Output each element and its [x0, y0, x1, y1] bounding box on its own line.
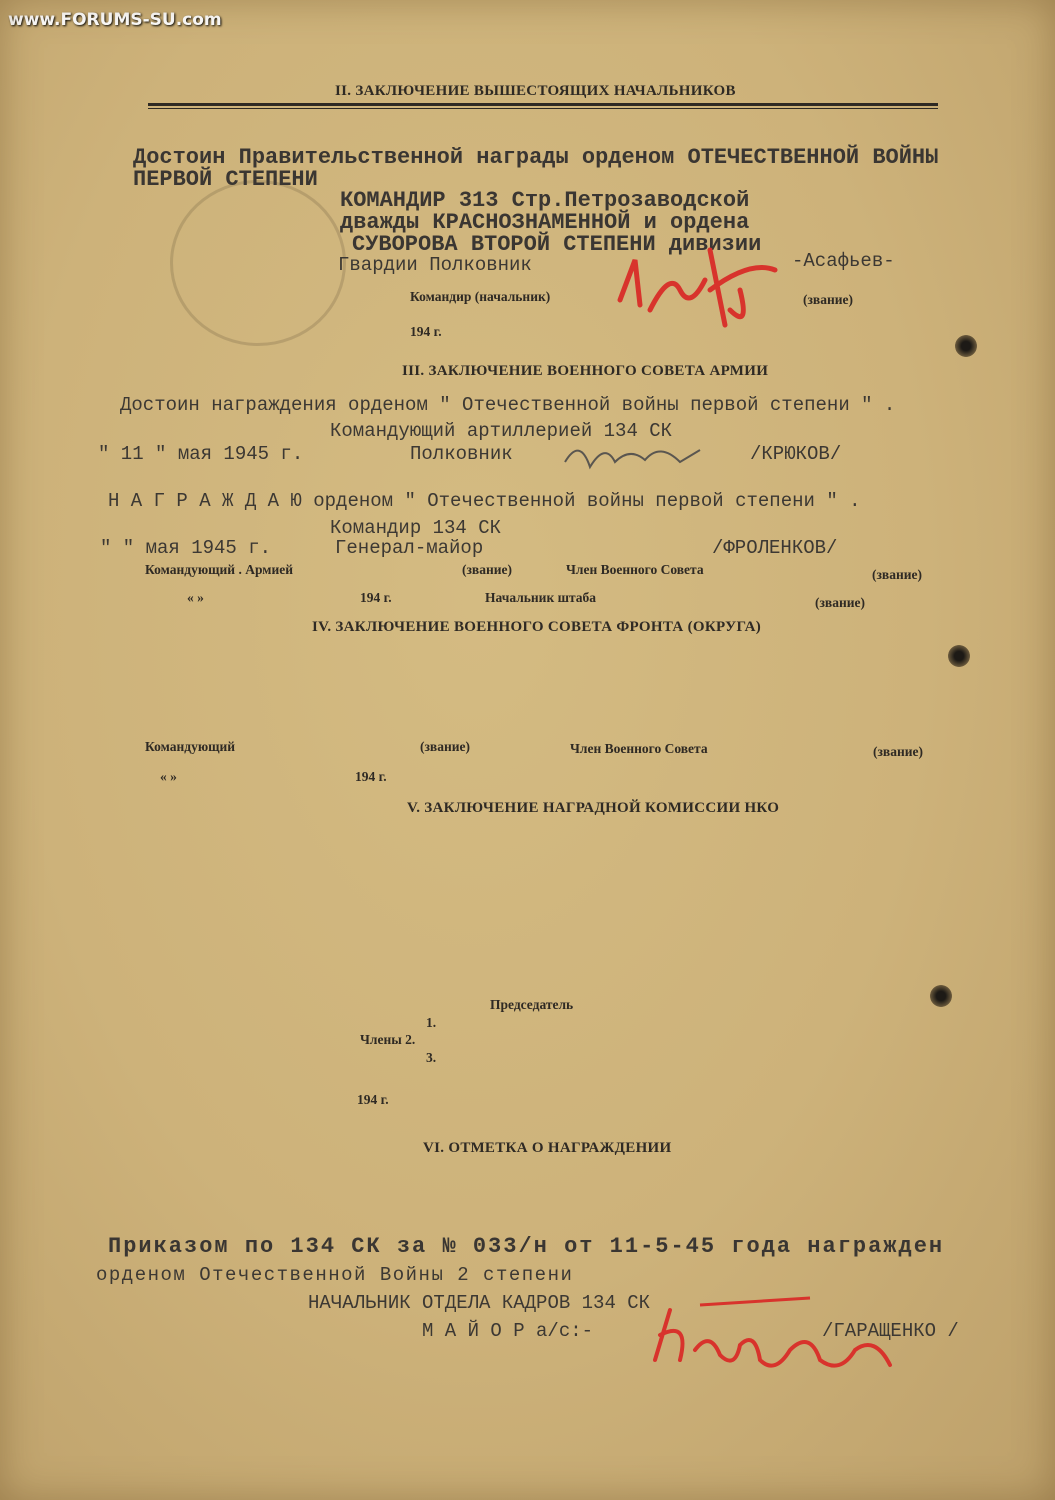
section2-year: 194 г. — [410, 324, 442, 339]
section3-label-commanding: Командующий . Армией — [145, 562, 294, 577]
faded-seal-stamp — [170, 180, 346, 346]
section3-date1: " 11 " мая 1945 г. — [98, 443, 304, 465]
section6-line1: Приказом по 134 СК за № 033/н от 11-5-45 года награжден — [108, 1234, 945, 1259]
section3-awarded: Н А Г Р А Ж Д А Ю орденом " Отечественной войны первой степени " . — [108, 490, 861, 512]
section2-commander3: СУВОРОВА ВТОРОЙ СТЕПЕНИ дивизии — [352, 232, 762, 257]
section4-heading: IV. ЗАКЛЮЧЕНИЕ ВОЕННОГО СОВЕТА ФРОНТА (ОКРУГА) — [312, 619, 762, 635]
heading-rule — [148, 103, 938, 106]
section2-label-rank: (звание) — [803, 292, 854, 307]
signature-krukov — [560, 432, 710, 482]
section4-label-commanding: Командующий — [145, 739, 236, 754]
section2-label-commander: Командир (начальник) — [410, 289, 551, 304]
section3-label-rank: (звание) — [462, 562, 513, 577]
section2-commander1: КОМАНДИР 313 Стр.Петрозаводской — [340, 188, 750, 213]
red-signature-asafiev — [610, 230, 790, 340]
section4-quotes: « » — [160, 769, 177, 784]
section6-name: /ГАРАЩЕНКО / — [822, 1320, 959, 1342]
section3-label-member: Член Военного Совета — [566, 562, 704, 577]
section3-date2: " " мая 1945 г. — [100, 537, 272, 559]
section5-member-3: 3. — [426, 1050, 437, 1065]
section3-year: 194 г. — [360, 590, 392, 605]
section2-heading: II. ЗАКЛЮЧЕНИЕ ВЫШЕСТОЯЩИХ НАЧАЛЬНИКОВ — [335, 83, 736, 99]
section3-quotes: « » — [187, 590, 204, 605]
section3-line2: Командующий артиллерией 134 СК — [330, 420, 673, 442]
section3-label-chief: Начальник штаба — [485, 590, 597, 605]
section3-rank2: Генерал-майор — [335, 537, 484, 559]
section3-commander2: Командир 134 СК — [330, 517, 502, 539]
section6-line2: орденом Отечественной Войны 2 степени — [96, 1264, 574, 1286]
section2-line1: Достоин Правительственной награды орденом ОТЕЧЕСТВЕННОЙ ВОЙНЫ — [133, 145, 939, 170]
punch-hole — [948, 645, 970, 667]
section3-heading: III. ЗАКЛЮЧЕНИЕ ВОЕННОГО СОВЕТА АРМИИ — [402, 363, 769, 379]
section2-commander4: Гвардии Полковник — [338, 254, 532, 276]
watermark: www.FORUMS-SU.com — [8, 10, 222, 30]
section4-year: 194 г. — [355, 769, 387, 784]
section3-rank1: Полковник — [410, 443, 513, 465]
section3-line1: Достоин награждения орденом " Отечественной войны первой степени " . — [120, 394, 896, 416]
section2-commander2: дважды КРАСНОЗНАМЕННОЙ и ордена — [340, 210, 750, 235]
red-signature-garashchenko — [640, 1290, 920, 1390]
section2-line2: ПЕРВОЙ СТЕПЕНИ — [133, 167, 318, 192]
section5-members: Члены 2. — [360, 1032, 416, 1047]
section4-label-member: Член Военного Совета — [570, 741, 708, 756]
section5-chairman: Председатель — [490, 997, 574, 1012]
section3-label-rank2: (звание) — [872, 567, 923, 582]
section6-line4: М А Й О Р а/с:- — [422, 1320, 594, 1342]
section3-name1: /КРЮКОВ/ — [750, 443, 842, 465]
punch-hole — [930, 985, 952, 1007]
section4-label-rank2: (звание) — [873, 744, 924, 759]
section3-name2: /ФРОЛЕНКОВ/ — [712, 537, 838, 559]
section6-line3: НАЧАЛЬНИК ОТДЕЛА КАДРОВ 134 СК — [308, 1292, 651, 1314]
section5-member-1: 1. — [426, 1015, 437, 1030]
punch-hole — [955, 335, 977, 357]
heading-rule-thin — [148, 108, 938, 109]
section4-label-rank: (звание) — [420, 739, 471, 754]
section3-label-rank3: (звание) — [815, 595, 866, 610]
section5-year: 194 г. — [357, 1092, 389, 1107]
section2-surname: -Асафьев- — [792, 250, 895, 272]
section6-heading: VI. ОТМЕТКА О НАГРАЖДЕНИИ — [423, 1140, 672, 1156]
section5-heading: V. ЗАКЛЮЧЕНИЕ НАГРАДНОЙ КОМИССИИ НКО — [407, 800, 780, 816]
